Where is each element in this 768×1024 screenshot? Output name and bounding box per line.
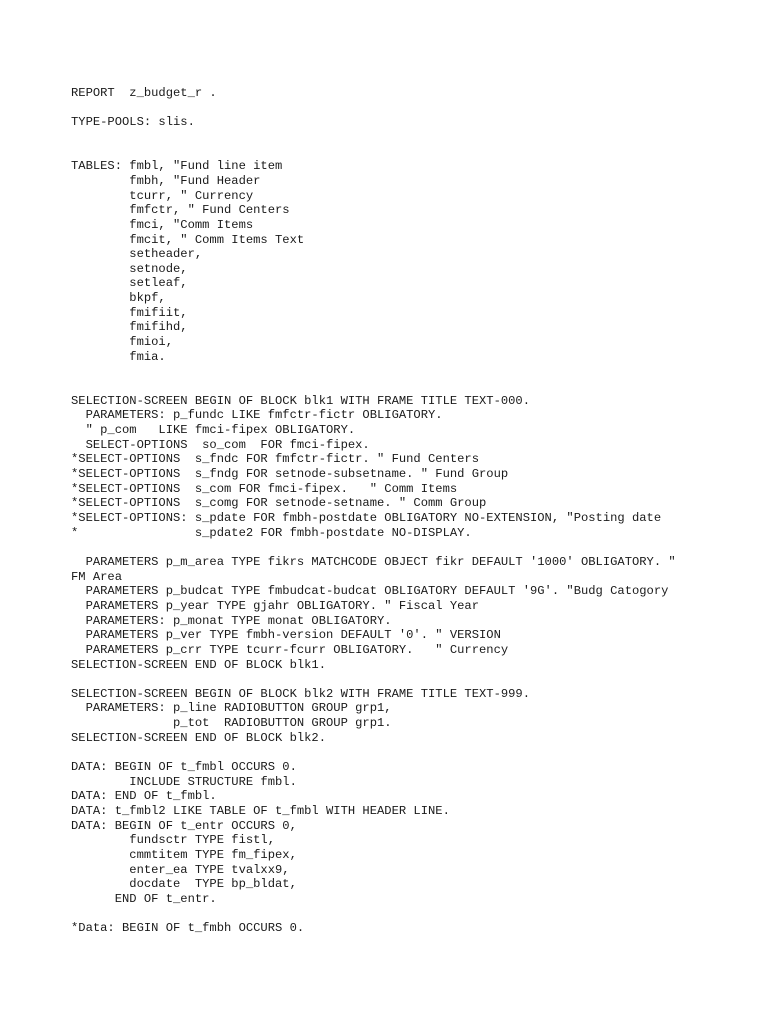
code-line: tcurr, " Currency — [71, 188, 254, 203]
code-line: TYPE-POOLS: slis. — [71, 115, 195, 130]
code-line: END OF t_entr. — [71, 891, 217, 906]
code-line — [71, 379, 761, 394]
code-line: SELECTION-SCREEN END OF BLOCK blk1. — [71, 657, 326, 672]
code-line: SELECTION-SCREEN BEGIN OF BLOCK blk1 WITH FRAME TITLE TEXT-000. — [71, 393, 530, 408]
code-line: fmia. — [71, 349, 166, 364]
code-line: SELECTION-SCREEN END OF BLOCK blk2. — [71, 730, 326, 745]
code-line — [71, 907, 761, 922]
code-line: bkpf, — [71, 291, 166, 306]
code-line: fundsctr TYPE fistl, — [71, 833, 275, 848]
code-line: DATA: t_fmbl2 LIKE TABLE OF t_fmbl WITH HEADER LINE. — [71, 804, 450, 819]
code-line: FM Area — [71, 569, 122, 584]
code-line: *SELECT-OPTIONS s_fndg FOR setnode-subsetname. " Fund Group — [71, 466, 509, 481]
code-line — [71, 745, 761, 760]
code-line: *SELECT-OPTIONS: s_pdate FOR fmbh-postdate OBLIGATORY NO-EXTENSION, "Posting date — [71, 510, 662, 525]
code-line: SELECTION-SCREEN BEGIN OF BLOCK blk2 WITH FRAME TITLE TEXT-999. — [71, 686, 530, 701]
code-line: DATA: BEGIN OF t_fmbl OCCURS 0. — [71, 760, 297, 775]
code-line: fmci, "Comm Items — [71, 217, 254, 232]
code-line: TABLES: fmbl, "Fund line item — [71, 159, 283, 174]
code-line: PARAMETERS: p_fundc LIKE fmfctr-fictr OBLIGATORY. — [71, 408, 443, 423]
code-line: *SELECT-OPTIONS s_fndc FOR fmfctr-fictr. " Fund Centers — [71, 452, 479, 467]
code-line: PARAMETERS p_crr TYPE tcurr-fcurr OBLIGATORY. " Currency — [71, 642, 509, 657]
code-line: enter_ea TYPE tvalxx9, — [71, 862, 290, 877]
code-line: PARAMETERS p_m_area TYPE fikrs MATCHCODE OBJECT fikr DEFAULT '1000' OBLIGATORY. " — [71, 554, 676, 569]
code-line: fmifiit, — [71, 305, 188, 320]
code-line: setleaf, — [71, 276, 188, 291]
code-line: docdate TYPE bp_bldat, — [71, 877, 297, 892]
code-line: PARAMETERS: p_monat TYPE monat OBLIGATORY. — [71, 613, 392, 628]
code-line: PARAMETERS: p_line RADIOBUTTON GROUP grp1, — [71, 701, 392, 716]
code-line: fmfctr, " Fund Centers — [71, 203, 290, 218]
code-line — [71, 101, 761, 116]
code-line — [71, 145, 761, 160]
code-line: REPORT z_budget_r . — [71, 86, 217, 100]
code-line: *SELECT-OPTIONS s_com FOR fmci-fipex. " Comm Items — [71, 481, 458, 496]
code-line — [71, 364, 761, 379]
code-line: SELECT-OPTIONS so_com FOR fmci-fipex. — [71, 437, 370, 452]
code-line: cmmtitem TYPE fm_fipex, — [71, 848, 297, 862]
code-line: DATA: END OF t_fmbl. — [71, 789, 217, 804]
code-line: PARAMETERS p_year TYPE gjahr OBLIGATORY. " Fiscal Year — [71, 598, 479, 613]
code-line — [71, 540, 761, 555]
code-line: *SELECT-OPTIONS s_comg FOR setnode-setname. " Comm Group — [71, 496, 487, 511]
code-line: *Data: BEGIN OF t_fmbh OCCURS 0. — [71, 921, 305, 936]
code-line: INCLUDE STRUCTURE fmbl. — [71, 774, 297, 789]
code-line: setheader, — [71, 247, 203, 262]
code-line: fmifihd, — [71, 320, 188, 335]
code-line: fmbh, "Fund Header — [71, 173, 261, 188]
code-line: PARAMETERS p_budcat TYPE fmbudcat-budcat OBLIGATORY DEFAULT '9G'. "Budg Catogory — [71, 584, 669, 599]
code-line: PARAMETERS p_ver TYPE fmbh-version DEFAULT '0'. " VERSION — [71, 628, 501, 643]
code-line: p_tot RADIOBUTTON GROUP grp1. — [71, 716, 392, 731]
code-line: fmcit, " Comm Items Text — [71, 232, 305, 247]
code-line — [71, 672, 761, 687]
code-line — [71, 130, 761, 145]
code-line: DATA: BEGIN OF t_entr OCCURS 0, — [71, 818, 297, 833]
code-listing — [71, 86, 761, 936]
code-line: setnode, — [71, 261, 188, 276]
code-line: fmioi, — [71, 335, 173, 350]
code-line: * s_pdate2 FOR fmbh-postdate NO-DISPLAY. — [71, 525, 472, 540]
code-line: " p_com LIKE fmci-fipex OBLIGATORY. — [71, 423, 356, 438]
